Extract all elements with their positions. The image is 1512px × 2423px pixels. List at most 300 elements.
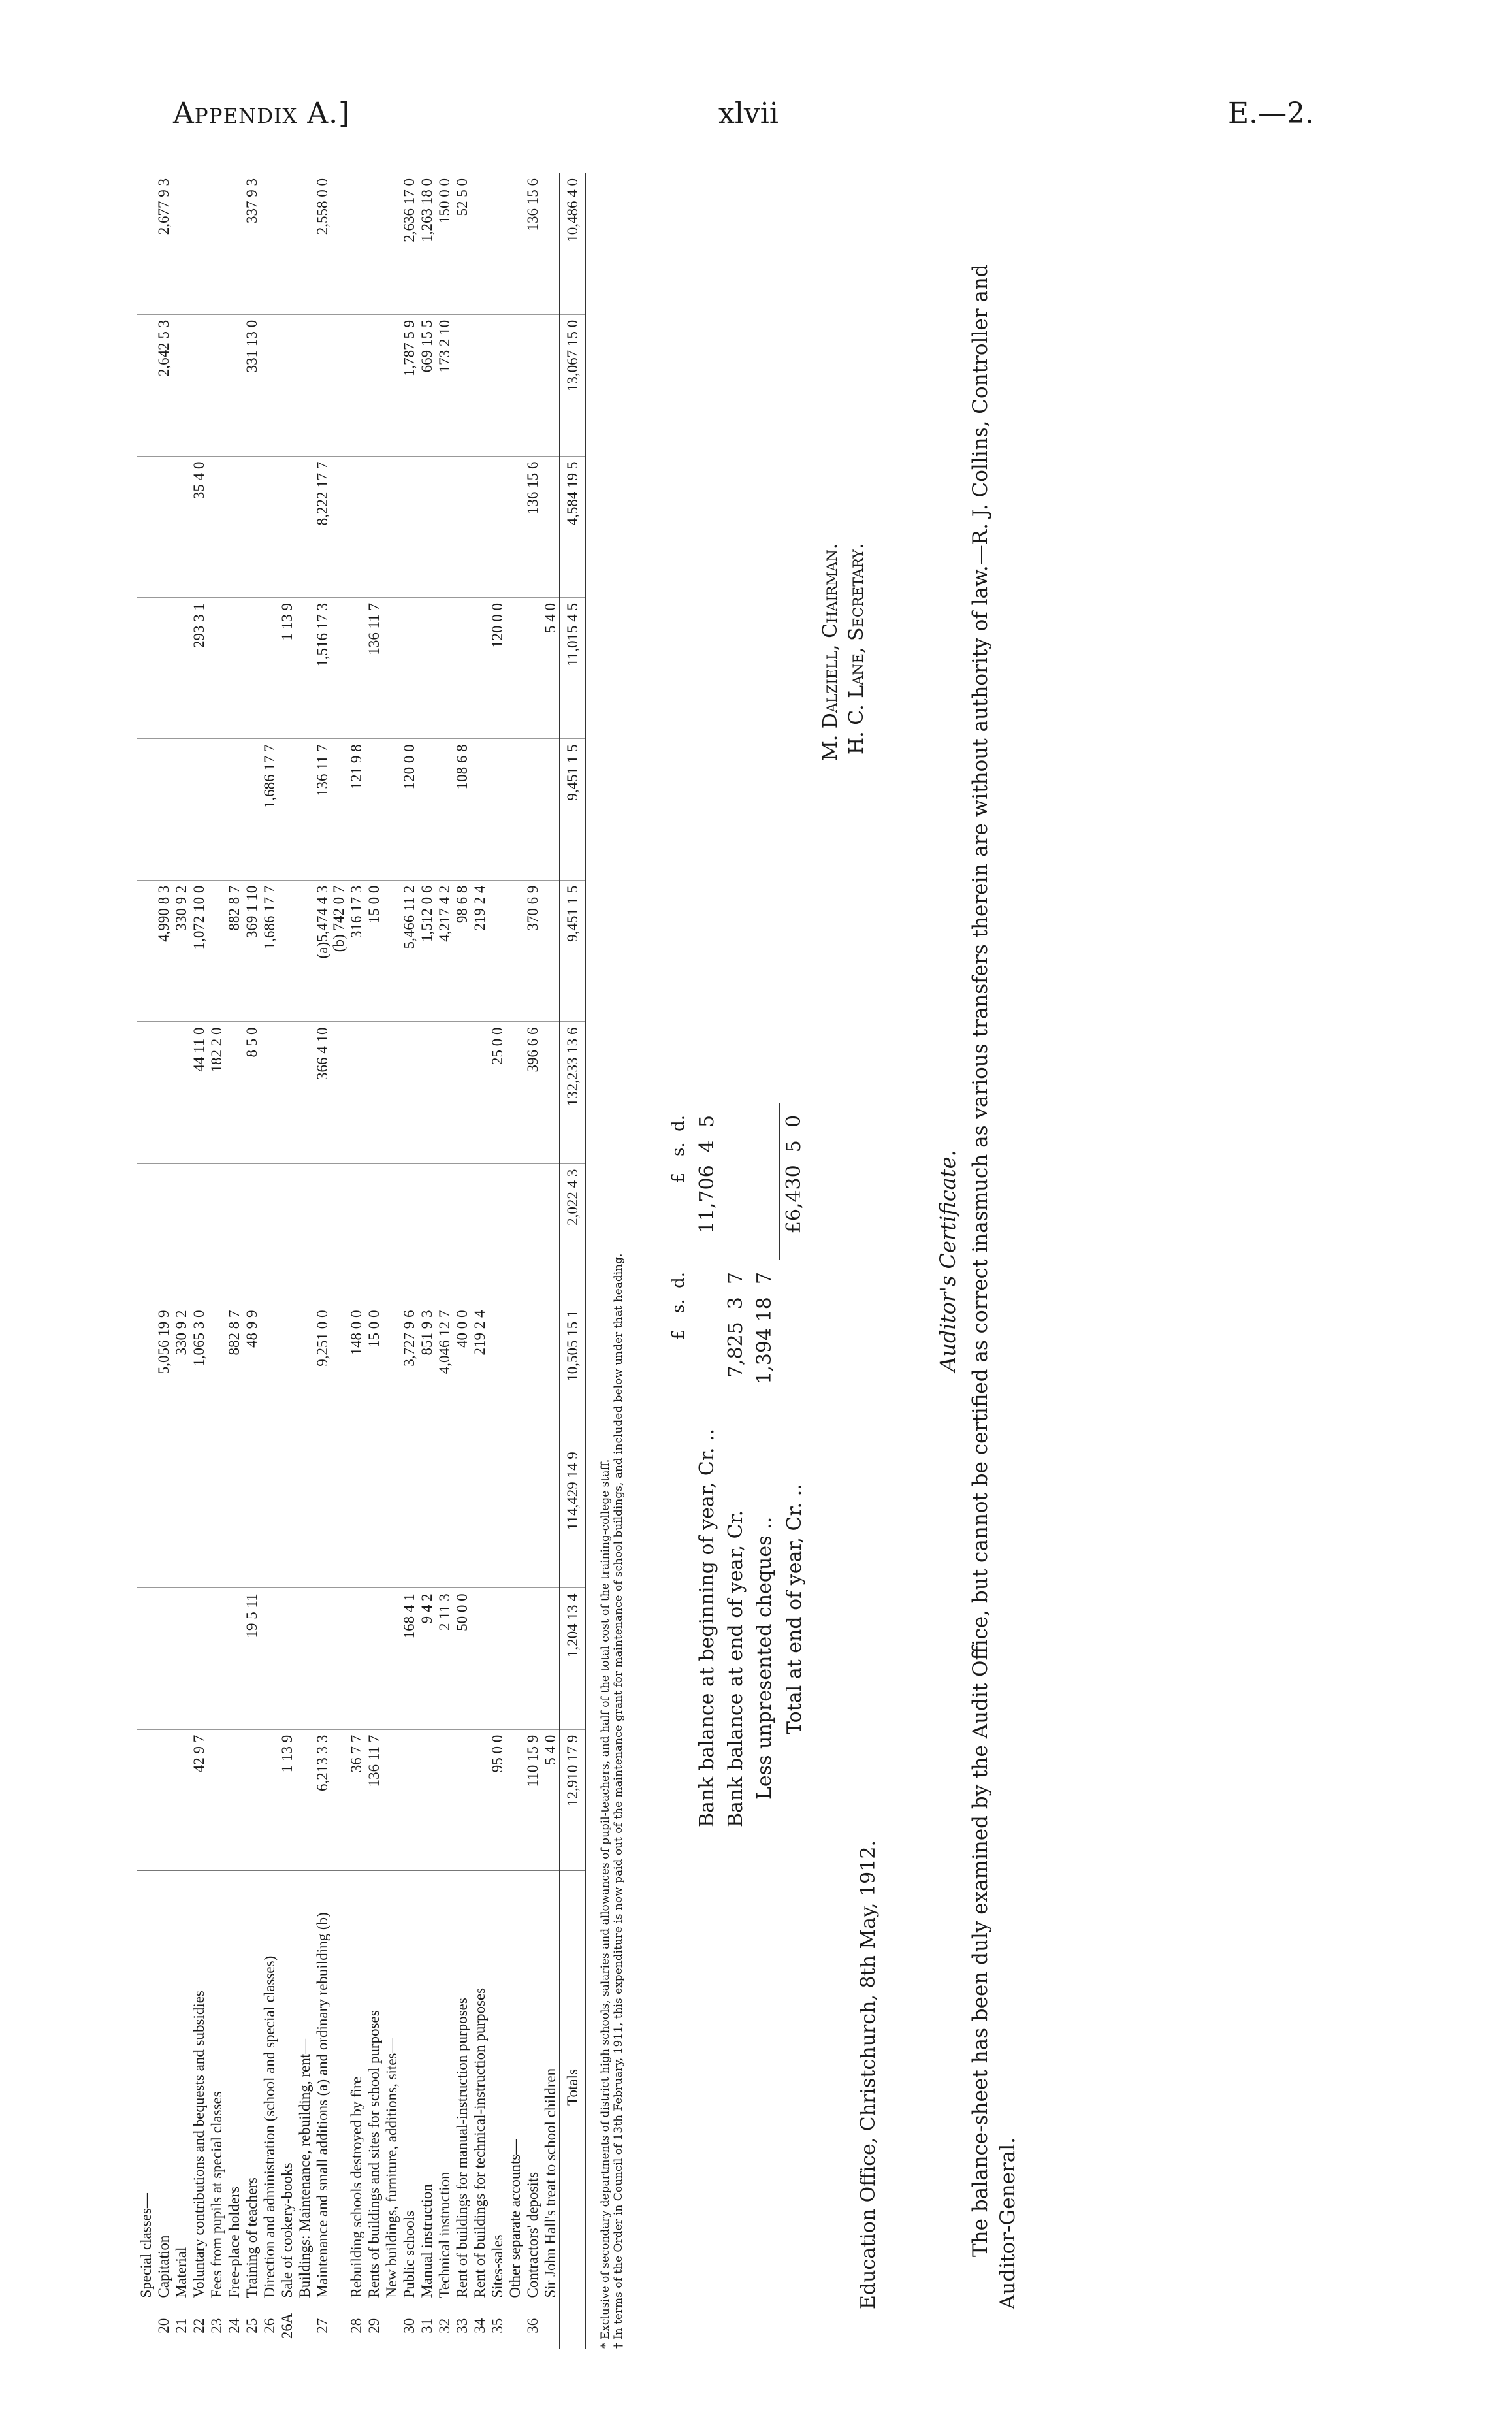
amount-cell xyxy=(541,1588,560,1729)
row-number xyxy=(560,2303,585,2349)
amount-cell xyxy=(453,1022,471,1163)
row-description: Rent of buildings for manual-instruction purposes xyxy=(453,1871,471,2303)
amount-cell xyxy=(347,456,365,597)
table-row xyxy=(296,173,314,2349)
amount-cell xyxy=(383,1163,400,1305)
amount-cell xyxy=(436,1163,453,1305)
amount-cell xyxy=(489,1305,506,1446)
totals-row xyxy=(560,173,585,2349)
amount-cell xyxy=(347,1163,365,1305)
row-description: Rent of buildings for technical-instruction purposes xyxy=(471,1871,489,2303)
row-description: Sites-sales xyxy=(489,1871,506,2303)
amount-cell: 121 9 8 xyxy=(347,739,365,880)
amount-cell xyxy=(296,597,314,738)
row-number: 32 xyxy=(436,2318,453,2334)
amount-cell: 1,512 0 6 xyxy=(418,880,436,1022)
row-number: 31 xyxy=(419,2318,435,2334)
amount-cell xyxy=(155,1729,172,1871)
amount-cell xyxy=(296,1729,314,1871)
amount-cell xyxy=(524,739,541,880)
row-description: Other separate accounts— xyxy=(506,1871,524,2303)
amount-cell xyxy=(400,597,418,738)
amount-cell xyxy=(137,173,155,314)
row-number: 22 xyxy=(191,2318,207,2334)
amount-cell xyxy=(225,1163,243,1305)
amount-cell xyxy=(261,1729,278,1871)
table-row xyxy=(365,173,383,2349)
row-description: Fees from pupils at special classes xyxy=(208,1871,225,2303)
amount-cell xyxy=(471,1588,489,1729)
amount-cell: 108 6 8 xyxy=(453,739,471,880)
amount-cell xyxy=(243,597,261,738)
accounts-table xyxy=(137,173,586,2349)
row-number: 26 xyxy=(261,2318,278,2334)
bank-header-left: £ s. d. xyxy=(669,1271,688,1341)
amount-cell xyxy=(524,1305,541,1446)
amount-cell: 6,213 3 3 xyxy=(314,1729,347,1871)
row-number: 21 xyxy=(173,2318,189,2334)
amount-cell xyxy=(225,1729,243,1871)
amount-cell xyxy=(261,1163,278,1305)
amount-cell: 120 0 0 xyxy=(400,739,418,880)
amount-cell: 2,642 5 3 xyxy=(155,314,172,456)
amount-cell xyxy=(524,1163,541,1305)
amount-cell xyxy=(225,739,243,880)
row-description: Manual instruction xyxy=(418,1871,436,2303)
footnote-2: † In terms of the Order in Council of 13th February, 1911, this expenditure is now paid out of the maintenance grant for maintenance of school buildings, and included below under that heading. xyxy=(612,1253,625,2349)
row-number: 25 xyxy=(244,2318,260,2334)
rotated-statement xyxy=(137,173,1437,2349)
row-number: 28 xyxy=(348,2318,364,2334)
total-cell: 1,204 13 4 xyxy=(560,1588,585,1729)
amount-cell xyxy=(278,880,296,1022)
bank-begin-value: 11,706 4 5 xyxy=(696,1114,718,1234)
cheques-value: 1,394 18 7 xyxy=(753,1271,776,1384)
amount-cell xyxy=(471,173,489,314)
table-row xyxy=(400,173,418,2349)
amount-cell xyxy=(190,1588,208,1729)
amount-cell: 5,466 11 2 xyxy=(400,880,418,1022)
total-cell: 132,233 13 6 xyxy=(560,1022,585,1163)
row-description: Public schools xyxy=(400,1871,418,2303)
amount-cell: 330 9 2 xyxy=(172,880,190,1022)
amount-cell: 42 9 7 xyxy=(190,1729,208,1871)
amount-cell xyxy=(418,1163,436,1305)
table-row xyxy=(347,173,365,2349)
amount-cell xyxy=(172,1729,190,1871)
total-cell: 114,429 14 9 xyxy=(560,1446,585,1588)
amount-cell xyxy=(471,456,489,597)
amount-cell: 136 11 7 xyxy=(365,597,383,738)
amount-cell: 5 4 0 xyxy=(541,597,560,738)
amount-cell xyxy=(172,314,190,456)
amount-cell: 168 4 1 xyxy=(400,1588,418,1729)
amount-cell xyxy=(243,1446,261,1588)
amount-cell xyxy=(261,1022,278,1163)
amount-cell: 3,727 9 6 xyxy=(400,1305,418,1446)
amount-cell xyxy=(261,456,278,597)
amount-cell xyxy=(524,1446,541,1588)
amount-cell: 5 4 0 xyxy=(541,1729,560,1871)
amount-cell: 36 7 7 xyxy=(347,1729,365,1871)
amount-cell xyxy=(400,456,418,597)
total-cell: 13,067 15 0 xyxy=(560,314,585,456)
amount-cell xyxy=(208,1729,225,1871)
row-description: Voluntary contributions and bequests and subsidies xyxy=(190,1871,208,2303)
amount-cell xyxy=(314,314,347,456)
amount-cell xyxy=(296,880,314,1022)
row-description: Training of teachers xyxy=(243,1871,261,2303)
amount-cell xyxy=(471,1729,489,1871)
amount-cell: 4,217 4 2 xyxy=(436,880,453,1022)
table-row xyxy=(155,173,172,2349)
amount-cell: 219 2 4 xyxy=(471,1305,489,1446)
bank-end-value: 7,825 3 7 xyxy=(724,1271,747,1378)
amount-cell: 369 1 10 xyxy=(243,880,261,1022)
amount-cell: 293 3 1 xyxy=(190,597,208,738)
amount-cell xyxy=(453,456,471,597)
total-cell: 11,015 4 5 xyxy=(560,597,585,738)
amount-cell xyxy=(471,739,489,880)
amount-cell xyxy=(208,1588,225,1729)
amount-cell xyxy=(506,739,524,880)
amount-cell xyxy=(137,739,155,880)
auditor-certificate-text: The balance-sheet has been duly examined by the Audit Office, but cannot be certified as correct inasmuch as various transfers therein are without authority of law.—R. J. Collins, Controller and Auditor-General. xyxy=(969,264,1020,2309)
amount-cell xyxy=(436,739,453,880)
amount-cell xyxy=(261,597,278,738)
amount-cell xyxy=(137,314,155,456)
amount-cell xyxy=(541,1446,560,1588)
amount-cell xyxy=(261,173,278,314)
amount-cell: 882 8 7 xyxy=(225,880,243,1022)
amount-cell xyxy=(383,173,400,314)
amount-cell xyxy=(347,1022,365,1163)
total-cell: 2,022 4 3 xyxy=(560,1163,585,1305)
row-description: Rents of buildings and sites for school purposes xyxy=(365,1871,383,2303)
amount-cell: (a)5,474 4 3 (b) 742 0 7 xyxy=(314,880,347,1022)
amount-cell xyxy=(190,314,208,456)
row-number: 36 xyxy=(524,2318,541,2334)
amount-cell xyxy=(347,1446,365,1588)
amount-cell xyxy=(489,1163,506,1305)
amount-cell xyxy=(225,597,243,738)
amount-cell xyxy=(383,1305,400,1446)
footnotes xyxy=(599,173,625,2349)
amount-cell: 136 15 6 xyxy=(524,178,541,231)
amount-cell xyxy=(137,1022,155,1163)
amount-cell xyxy=(172,173,190,314)
auditor-certificate-title: Auditor's Certificate. xyxy=(935,1150,960,1372)
amount-cell xyxy=(418,1022,436,1163)
amount-cell xyxy=(137,1446,155,1588)
amount-cell: 337 9 3 xyxy=(244,178,260,223)
amount-cell: 1,263 18 0 xyxy=(419,178,435,242)
amount-cell xyxy=(278,1022,296,1163)
amount-cell xyxy=(506,1446,524,1588)
amount-cell xyxy=(506,314,524,456)
row-description: Sir John Hall's treat to school children xyxy=(541,1871,560,2303)
amount-cell xyxy=(278,314,296,456)
amount-cell xyxy=(489,1588,506,1729)
amount-cell xyxy=(137,1305,155,1446)
table-row xyxy=(506,173,524,2349)
amount-cell xyxy=(418,739,436,880)
amount-cell xyxy=(225,314,243,456)
amount-cell xyxy=(453,597,471,738)
row-description: Maintenance and small additions (a) and ordinary rebuilding (b) xyxy=(314,1871,347,2303)
amount-cell: 851 9 3 xyxy=(418,1305,436,1446)
amount-cell xyxy=(190,173,208,314)
amount-cell xyxy=(524,314,541,456)
amount-cell xyxy=(489,314,506,456)
amount-cell xyxy=(296,1163,314,1305)
amount-cell xyxy=(541,1305,560,1446)
total-cell: 9,451 1 5 xyxy=(560,739,585,880)
amount-cell: 1 13 9 xyxy=(278,1729,296,1871)
amount-cell xyxy=(296,173,314,314)
table-row xyxy=(225,173,243,2349)
amount-cell xyxy=(418,1729,436,1871)
amount-cell xyxy=(172,597,190,738)
amount-cell xyxy=(365,1446,383,1588)
amount-cell xyxy=(314,1163,347,1305)
row-description: Direction and administration (school and special classes) xyxy=(261,1871,278,2303)
amount-cell: 330 9 2 xyxy=(172,1305,190,1446)
amount-cell xyxy=(400,1163,418,1305)
amount-cell xyxy=(506,1305,524,1446)
row-number: 20 xyxy=(155,2318,172,2334)
footnote-1: * Exclusive of secondary departments of district high schools, salaries and allowances of pupil-teachers, and half of the total cost of the training-college staff. xyxy=(599,1459,612,2349)
amount-cell: 9 4 2 xyxy=(418,1588,436,1729)
amount-cell: 8,222 17 7 xyxy=(314,456,347,597)
amount-cell xyxy=(190,739,208,880)
amount-cell xyxy=(155,1022,172,1163)
amount-cell xyxy=(261,1305,278,1446)
amount-cell xyxy=(524,597,541,738)
amount-cell: 52 5 0 xyxy=(454,178,470,216)
amount-cell xyxy=(172,1163,190,1305)
amount-cell xyxy=(155,456,172,597)
amount-cell xyxy=(296,1305,314,1446)
total-cell: 9,451 1 5 xyxy=(560,880,585,1022)
amount-cell: 40 0 0 xyxy=(453,1305,471,1446)
amount-cell xyxy=(383,1588,400,1729)
amount-cell xyxy=(225,1446,243,1588)
amount-cell xyxy=(347,597,365,738)
table-row xyxy=(314,173,347,2349)
cheques-label: Less unpresented cheques .. xyxy=(753,1516,776,1800)
amount-cell xyxy=(296,1022,314,1163)
amount-cell xyxy=(365,1022,383,1163)
row-description: Technical instruction xyxy=(436,1871,453,2303)
amount-cell xyxy=(418,456,436,597)
amount-cell: 48 9 9 xyxy=(243,1305,261,1446)
amount-cell xyxy=(489,739,506,880)
amount-cell xyxy=(541,1022,560,1163)
amount-cell xyxy=(278,739,296,880)
amount-cell xyxy=(506,1022,524,1163)
amount-cell: 1,787 5 9 xyxy=(400,314,418,456)
row-description: Contractors' deposits xyxy=(524,1871,541,2303)
row-number: 34 xyxy=(472,2318,488,2334)
amount-cell: 110 15 9 xyxy=(524,1729,541,1871)
amount-cell xyxy=(489,456,506,597)
table-row xyxy=(172,173,190,2349)
bank-header-right: £ s. d. xyxy=(669,1114,688,1184)
row-number xyxy=(137,2303,155,2349)
amount-cell xyxy=(208,1446,225,1588)
row-number xyxy=(383,2303,400,2349)
amount-cell: 1 13 9 xyxy=(278,597,296,738)
amount-cell xyxy=(261,1588,278,1729)
amount-cell xyxy=(365,456,383,597)
table-row xyxy=(471,173,489,2349)
amount-cell: 182 2 0 xyxy=(208,1022,225,1163)
amount-cell: 882 8 7 xyxy=(225,1305,243,1446)
bank-begin-label: Bank balance at beginning of year, Cr. .. xyxy=(696,1428,718,1827)
amount-cell xyxy=(541,880,560,1022)
amount-cell xyxy=(225,1588,243,1729)
chairman-signature: M. Dalziell, Chairman. xyxy=(819,543,842,761)
amount-cell xyxy=(278,1588,296,1729)
amount-cell: 2 11 3 xyxy=(436,1588,453,1729)
amount-cell: 35 4 0 xyxy=(190,456,208,597)
amount-cell xyxy=(383,314,400,456)
amount-cell xyxy=(471,1022,489,1163)
amount-cell: 669 15 5 xyxy=(418,314,436,456)
amount-cell: 1,686 17 7 xyxy=(261,739,278,880)
amount-cell xyxy=(278,1305,296,1446)
amount-cell xyxy=(137,1588,155,1729)
amount-cell xyxy=(506,1588,524,1729)
amount-cell xyxy=(225,456,243,597)
amount-cell xyxy=(383,597,400,738)
amount-cell: 396 6 6 xyxy=(524,1022,541,1163)
amount-cell: 19 5 11 xyxy=(243,1588,261,1729)
amount-cell: 44 11 0 xyxy=(190,1022,208,1163)
amount-cell: 9,251 0 0 xyxy=(314,1305,347,1446)
amount-cell xyxy=(365,1163,383,1305)
amount-cell xyxy=(208,739,225,880)
table-row xyxy=(418,173,436,2349)
bank-balance xyxy=(664,173,811,1839)
amount-cell xyxy=(243,1729,261,1871)
amount-cell xyxy=(471,597,489,738)
amount-cell xyxy=(296,456,314,597)
amount-cell xyxy=(296,739,314,880)
row-number xyxy=(506,2303,524,2349)
row-description: Special classes— xyxy=(137,1871,155,2303)
amount-cell xyxy=(314,1588,347,1729)
amount-cell: 331 13 0 xyxy=(243,314,261,456)
amount-cell xyxy=(489,880,506,1022)
amount-cell: 2,636 17 0 xyxy=(401,178,417,242)
amount-cell xyxy=(314,1446,347,1588)
amount-cell xyxy=(172,739,190,880)
table-row xyxy=(243,173,261,2349)
header-appendix: Appendix A.] xyxy=(173,97,351,130)
amount-cell: 5,056 19 9 xyxy=(155,1305,172,1446)
amount-cell xyxy=(383,1022,400,1163)
amount-cell xyxy=(383,1729,400,1871)
amount-cell xyxy=(347,314,365,456)
amount-cell: 98 6 8 xyxy=(453,880,471,1022)
amount-cell: 4,990 8 3 xyxy=(155,880,172,1022)
amount-cell: 2,558 0 0 xyxy=(314,178,330,235)
amount-cell xyxy=(243,1163,261,1305)
amount-cell: 148 0 0 xyxy=(347,1305,365,1446)
total-cell: 10,505 15 1 xyxy=(560,1305,585,1446)
amount-cell xyxy=(400,1022,418,1163)
amount-cell xyxy=(208,597,225,738)
amount-cell xyxy=(506,597,524,738)
amount-cell: 15 0 0 xyxy=(365,1305,383,1446)
amount-cell xyxy=(172,1446,190,1588)
amount-cell xyxy=(155,739,172,880)
amount-cell xyxy=(541,173,560,314)
amount-cell xyxy=(365,314,383,456)
amount-cell xyxy=(225,1022,243,1163)
amount-cell xyxy=(243,739,261,880)
total-cell: 12,910 17 9 xyxy=(560,1729,585,1871)
amount-cell xyxy=(261,1446,278,1588)
amount-cell xyxy=(471,314,489,456)
amount-cell xyxy=(296,314,314,456)
amount-cell xyxy=(383,739,400,880)
total-cell: 4,584 19 5 xyxy=(560,456,585,597)
amount-cell xyxy=(208,456,225,597)
amount-cell: 219 2 4 xyxy=(471,880,489,1022)
office-date: Education Office, Christchurch, 8th May, 1912. xyxy=(857,1840,880,2309)
secretary-signature: H. C. Lane, Secretary. xyxy=(845,543,868,755)
row-number: 24 xyxy=(226,2318,242,2334)
row-number: 30 xyxy=(401,2318,417,2334)
row-number: 26A xyxy=(279,2313,295,2339)
amount-cell: 1,065 3 0 xyxy=(190,1305,208,1446)
amount-cell xyxy=(243,456,261,597)
amount-cell xyxy=(137,880,155,1022)
amount-cell xyxy=(365,1588,383,1729)
amount-cell xyxy=(524,1588,541,1729)
table-row xyxy=(453,173,471,2349)
amount-cell: 366 4 10 xyxy=(314,1022,347,1163)
amount-cell xyxy=(383,880,400,1022)
amount-cell xyxy=(383,1446,400,1588)
amount-cell: 316 17 3 xyxy=(347,880,365,1022)
amount-cell: 2,677 9 3 xyxy=(155,178,172,235)
amount-cell xyxy=(137,1729,155,1871)
amount-cell xyxy=(489,173,506,314)
amount-cell xyxy=(155,597,172,738)
amount-cell xyxy=(453,1163,471,1305)
amount-cell xyxy=(278,173,296,314)
amount-cell xyxy=(172,456,190,597)
row-number: 33 xyxy=(454,2318,470,2334)
amount-cell xyxy=(400,1446,418,1588)
amount-cell: 4,046 12 7 xyxy=(436,1305,453,1446)
row-number xyxy=(541,2303,560,2349)
amount-cell: 173 2 10 xyxy=(436,314,453,456)
row-number xyxy=(296,2303,314,2349)
amount-cell xyxy=(506,456,524,597)
amount-cell: 150 0 0 xyxy=(436,178,453,223)
amount-cell xyxy=(208,1305,225,1446)
amount-cell xyxy=(506,1729,524,1871)
table-row xyxy=(541,173,560,2349)
amount-cell xyxy=(296,1588,314,1729)
amount-cell xyxy=(418,597,436,738)
amount-cell xyxy=(172,1022,190,1163)
